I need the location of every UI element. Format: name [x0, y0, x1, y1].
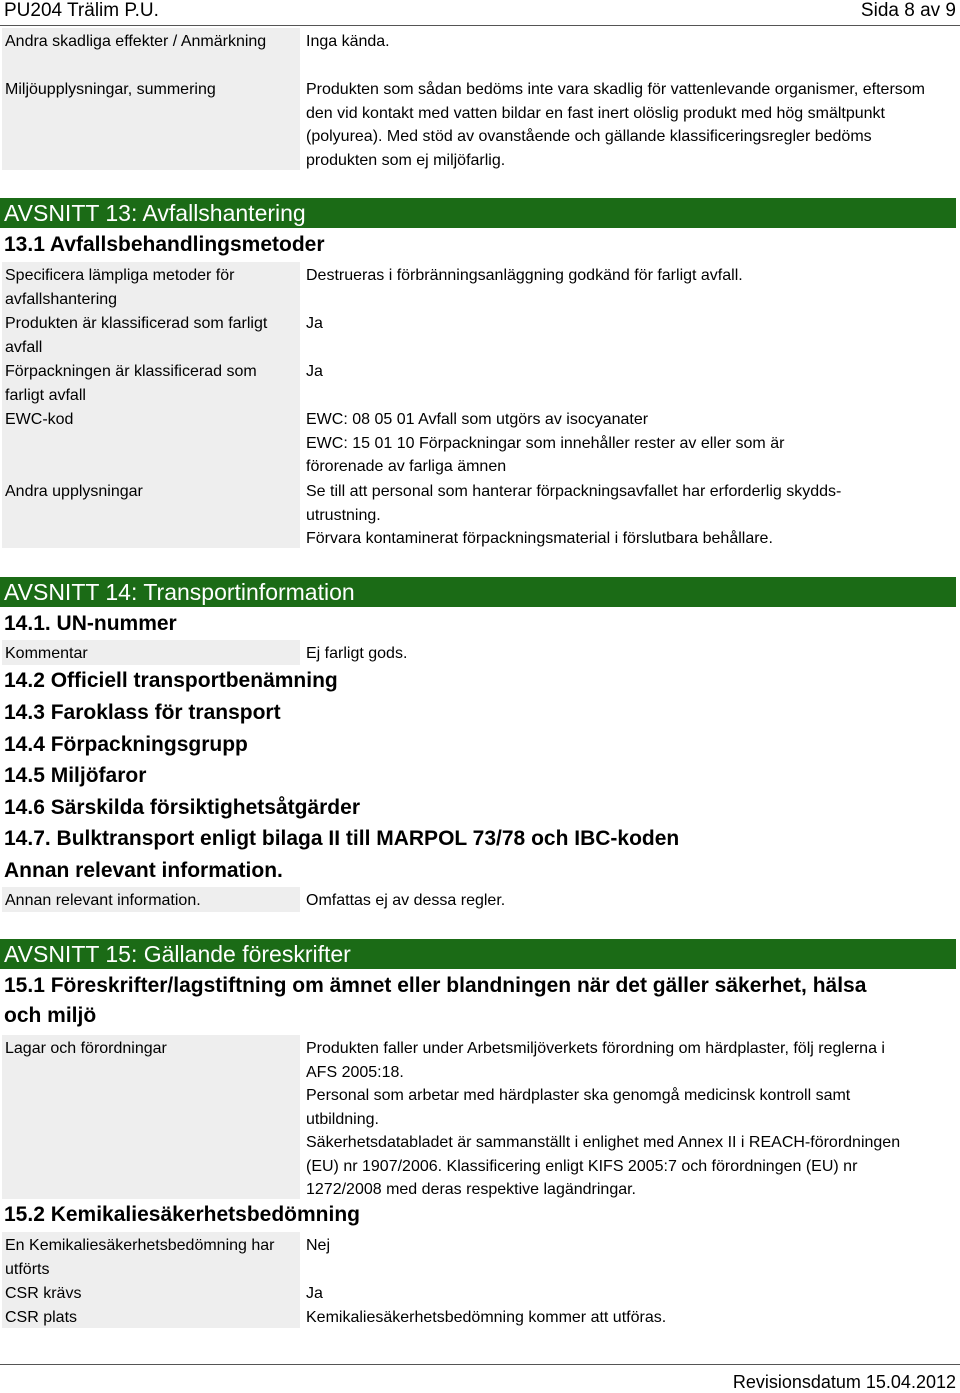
other-effects-label: Andra skadliga effekter / Anmärkning — [2, 28, 300, 78]
subsection-14-4: 14.4 Förpackningsgrupp — [4, 733, 248, 756]
packaging-hazardous-label: Förpackningen är klassificerad som farligt avfall — [2, 358, 300, 406]
subsection-14-3: 14.3 Faroklass för transport — [4, 701, 281, 724]
subsection-15-2: 15.2 Kemikaliesäkerhetsbedömning — [4, 1203, 360, 1226]
csa-value: Nej — [306, 1237, 331, 1254]
document-title: PU204 Trälim P.U. — [4, 0, 159, 21]
laws-value — [306, 1035, 906, 1202]
subsection-14-1: 14.1. UN-nummer — [4, 612, 177, 635]
laws-line: Personal som arbetar med härdplaster ska genomgå medicinsk kontroll samt utbildning. — [306, 1087, 851, 1128]
waste-methods-value: Destrueras i förbränningsanläggning godkänd för farligt avfall. — [306, 267, 743, 284]
subsection-14-7: 14.7. Bulktransport enligt bilaga II till MARPOL 73/78 och IBC-koden — [4, 827, 680, 850]
env-summary-value: Produkten som sådan bedöms inte vara skadlig för vattenlevande organismer, eftersom den vid kontakt med vatten bildar en fast inert olöslig produkt med hög smältpunkt (polyurea). Med stöd av ovanstående och gällande klassificeringsregler bedöms produkten som ej miljöfarlig. — [306, 81, 925, 169]
other-effects-value: Inga kända. — [306, 33, 390, 50]
subsection-13-1: 13.1 Avfallsbehandlingsmetoder — [4, 233, 325, 256]
header-divider — [0, 25, 960, 26]
waste-other-line: Förvara kontaminerat förpackningsmaterial i förslutbara behållare. — [306, 530, 773, 547]
transport-comment-value: Ej farligt gods. — [306, 645, 408, 662]
csr-required-label: CSR krävs — [2, 1280, 300, 1304]
ewc-line: EWC: 08 05 01 Avfall som utgörs av isocyanater — [306, 411, 649, 428]
section-14-header: AVSNITT 14: Transportinformation — [0, 577, 956, 607]
packaging-hazardous-value: Ja — [306, 363, 323, 380]
ewc-line: EWC: 15 01 10 Förpackningar som innehåller rester av eller som är förorenade av farliga ämnen — [306, 434, 785, 475]
section-15-header: AVSNITT 15: Gällande föreskrifter — [0, 939, 956, 969]
subsection-14-other: Annan relevant information. — [4, 859, 283, 882]
product-hazardous-value: Ja — [306, 315, 323, 332]
subsection-14-2: 14.2 Officiell transportbenämning — [4, 669, 338, 692]
laws-line: Produkten faller under Arbetsmiljöverkets förordning om härdplaster, följ reglerna i AFS 2005:18. — [306, 1040, 885, 1081]
env-summary-label: Miljöupplysningar, summering — [2, 76, 300, 170]
csa-label: En Kemikaliesäkerhetsbedömning har utförts — [2, 1232, 300, 1280]
revision-date: Revisionsdatum 15.04.2012 — [732, 1372, 956, 1392]
footer-divider — [0, 1364, 960, 1365]
waste-other-line: Se till att personal som hanterar förpackningsavfallet har erforderlig skydds-utrustning. — [306, 483, 842, 524]
waste-other-value — [306, 478, 896, 551]
csr-place-value: Kemikaliesäkerhetsbedömning kommer att utföras. — [306, 1309, 667, 1326]
transport-comment-label: Kommentar — [2, 640, 300, 665]
page-number: Sida 8 av 9 — [860, 0, 956, 21]
subsection-14-6: 14.6 Särskilda försiktighetsåtgärder — [4, 796, 360, 819]
waste-other-label: Andra upplysningar — [2, 478, 300, 548]
subsection-15-1: 15.1 Föreskrifter/lagstiftning om ämnet eller blandningen när det gäller säkerhet, hälsa och miljö — [4, 974, 867, 1027]
transport-other-value: Omfattas ej av dessa regler. — [306, 892, 506, 909]
product-hazardous-label: Produkten är klassificerad som farligt avfall — [2, 310, 300, 358]
laws-label: Lagar och förordningar — [2, 1035, 300, 1199]
section-13-header: AVSNITT 13: Avfallshantering — [0, 198, 956, 228]
csr-required-value: Ja — [306, 1285, 323, 1302]
ewc-code-label: EWC-kod — [2, 406, 300, 478]
subsection-14-5: 14.5 Miljöfaror — [4, 764, 147, 787]
transport-other-label: Annan relevant information. — [2, 887, 300, 912]
waste-methods-label: Specificera lämpliga metoder för avfallshantering — [2, 262, 300, 310]
csr-place-label: CSR plats — [2, 1304, 300, 1328]
laws-line: Säkerhetsdatabladet är sammanställt i enlighet med Annex II i REACH-förordningen (EU) nr 1907/2006. Klassificering enligt KIFS 2005:7 och förordningen (EU) nr 1272/2008 med deras respektive lagändringar. — [306, 1134, 901, 1198]
ewc-code-value — [306, 406, 846, 479]
